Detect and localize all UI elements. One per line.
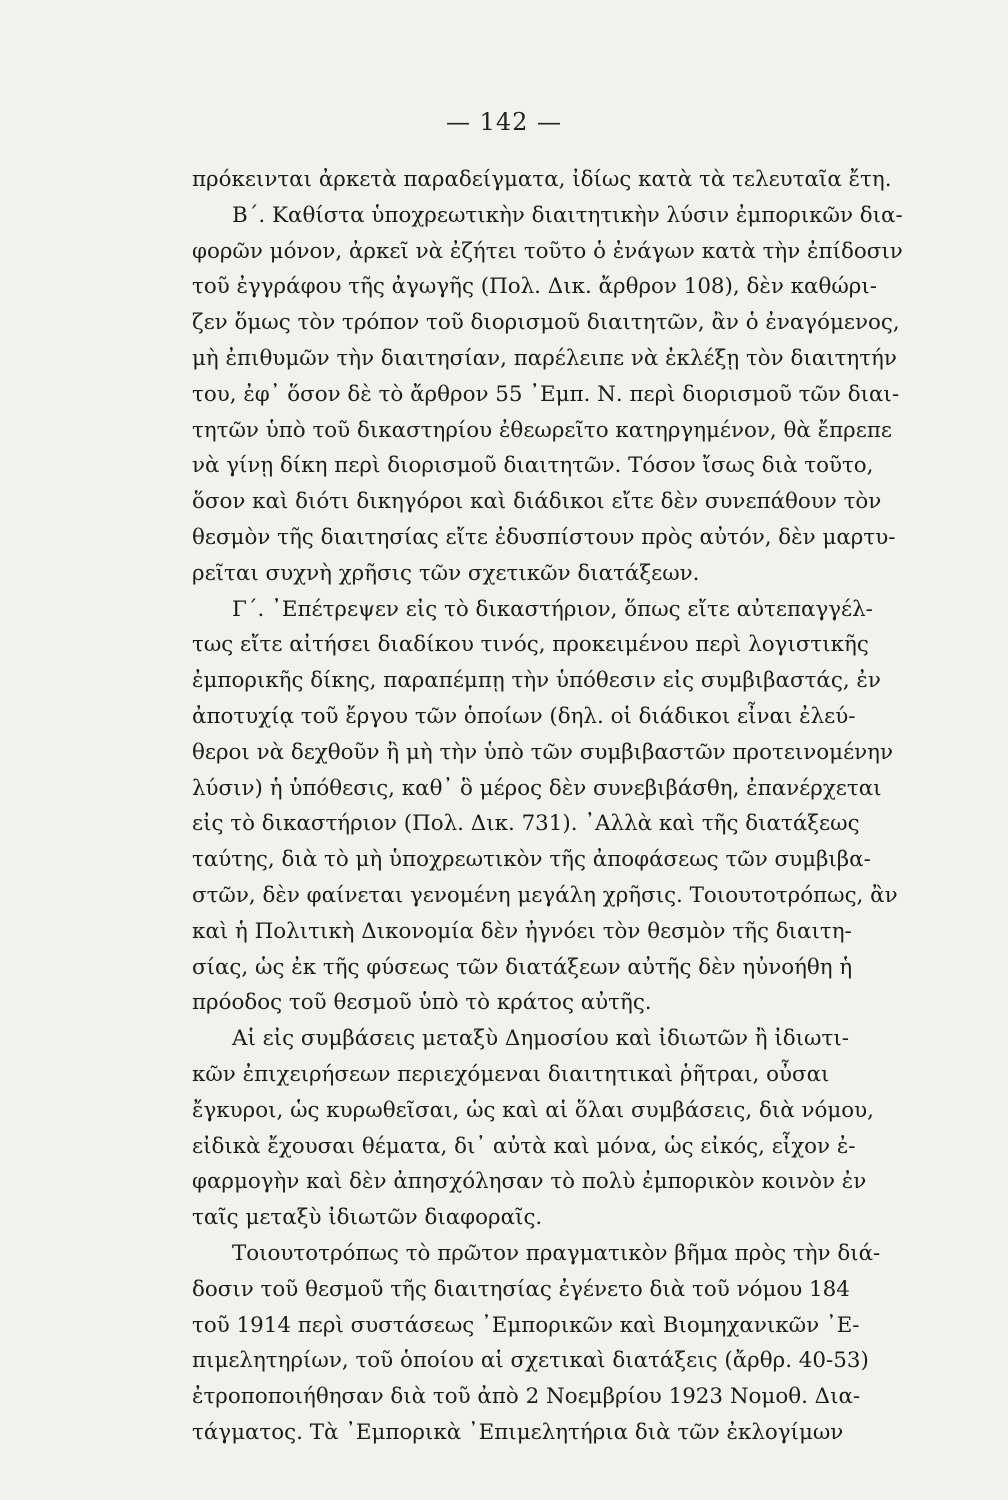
text-line: τοῦ ἐγγράφου τῆς ἀγωγῆς (Πολ. Δικ. ἄρθρον 108), δὲν καθώρι- xyxy=(192,274,877,300)
text-line: πρόκεινται ἀρκετὰ παραδείγματα, ἰδίως κατὰ τὰ τελευταῖα ἔτη. xyxy=(192,167,892,192)
text-line: Γ΄. ᾿Επέτρεψεν εἰς τὸ δικαστήριον, ὅπως εἴτε αὐτεπαγγέλ- xyxy=(232,596,873,622)
body-text xyxy=(192,162,982,1451)
text-line: πιμελητηρίων, τοῦ ὁποίου αἱ σχετικαὶ διατάξεις (ἄρθρ. 40-53) xyxy=(192,1348,869,1374)
text-line: λύσιν) ἡ ὑπόθεσις, καθ᾽ ὃ μέρος δὲν συνεβιβάσθη, ἐπανέρχεται xyxy=(192,775,882,801)
text-line: θεσμὸν τῆς διαιτησίας εἴτε ἐδυσπίστουν πρὸς αὐτόν, δὲν μαρτυ- xyxy=(192,524,896,550)
text-line: ζεν ὅμως τὸν τρόπον τοῦ διορισμοῦ διαιτητῶν, ἂν ὁ ἐναγόμενος, xyxy=(192,310,900,336)
text-line: ἐμπορικῆς δίκης, παραπέμπῃ τὴν ὑπόθεσιν εἰς συμβιβαστάς, ἐν xyxy=(192,668,881,694)
text-line: τητῶν ὑπὸ τοῦ δικαστηρίου ἐθεωρεῖτο κατηργημένον, θὰ ἔπρεπε xyxy=(192,417,892,443)
text-line: ρεῖται συχνὴ χρῆσις τῶν σχετικῶν διατάξεων. xyxy=(192,560,700,586)
text-line: τάγματος. Τὰ ᾿Εμπορικὰ ᾿Επιμελητήρια διὰ τῶν ἐκλογίμων xyxy=(192,1419,844,1445)
text-line: καὶ ἡ Πολιτικὴ Δικονομία δὲν ἠγνόει τὸν θεσμὸν τῆς διαιτη- xyxy=(192,918,852,944)
text-line: φορῶν μόνον, ἀρκεῖ νὰ ἐζήτει τοῦτο ὁ ἐνάγων κατὰ τὴν ἐπίδοσιν xyxy=(192,238,903,264)
text-line: εἰδικὰ ἔχουσαι θέματα, δι᾽ αὐτὰ καὶ μόνα, ὡς εἰκός, εἶχον ἐ- xyxy=(192,1133,856,1159)
text-line: στῶν, δὲν φαίνεται γενομένη μεγάλη χρῆσις. Τοιουτοτρόπως, ἂν xyxy=(192,882,898,908)
text-line: ἐτροποποιήθησαν διὰ τοῦ ἀπὸ 2 Νοεμβρίου 1923 Νομοθ. Δια- xyxy=(192,1384,861,1410)
text-line: θεροι νὰ δεχθοῦν ἢ μὴ τὴν ὑπὸ τῶν συμβιβαστῶν προτεινομένην xyxy=(192,739,893,765)
text-line: κῶν ἐπιχειρήσεων περιεχόμεναι διαιτητικαὶ ῥῆτραι, οὖσαι xyxy=(192,1061,830,1087)
text-line: ἔγκυροι, ὡς κυρωθεῖσαι, ὡς καὶ αἱ ὅλαι συμβάσεις, διὰ νόμου, xyxy=(192,1097,874,1123)
text-line: νὰ γίνῃ δίκη περὶ διορισμοῦ διαιτητῶν. Τόσον ἴσως διὰ τοῦτο, xyxy=(192,453,874,479)
text-line: εἰς τὸ δικαστήριον (Πολ. Δικ. 731). ᾿Αλλὰ καὶ τῆς διατάξεως xyxy=(192,811,860,837)
text-line: δοσιν τοῦ θεσμοῦ τῆς διαιτησίας ἐγένετο διὰ τοῦ νόμου 184 xyxy=(192,1276,850,1302)
text-line: Β΄. Καθίστα ὑποχρεωτικὴν διαιτητικὴν λύσιν ἐμπορικῶν δια- xyxy=(232,202,903,228)
text-line: τως εἴτε αἰτήσει διαδίκου τινός, προκειμένου περὶ λογιστικῆς xyxy=(192,632,869,658)
text-line: ὅσον καὶ διότι δικηγόροι καὶ διάδικοι εἴτε δὲν συνεπάθουν τὸν xyxy=(192,489,882,515)
text-line: τοῦ 1914 περὶ συστάσεως ᾿Εμπορικῶν καὶ Βιομηχανικῶν ᾿Ε- xyxy=(192,1312,860,1338)
text-line: ταύτης, διὰ τὸ μὴ ὑποχρεωτικὸν τῆς ἀποφάσεως τῶν συμβιβα- xyxy=(192,847,871,873)
text-line: ἀποτυχίᾳ τοῦ ἔργου τῶν ὁποίων (δηλ. οἱ διάδικοι εἶναι ἐλεύ- xyxy=(192,703,856,729)
page-number: — 142 — xyxy=(445,108,563,136)
text-line: φαρμογὴν καὶ δὲν ἀπησχόλησαν τὸ πολὺ ἐμπορικὸν κοινὸν ἐν xyxy=(192,1169,867,1195)
text-line: πρόοδος τοῦ θεσμοῦ ὑπὸ τὸ κράτος αὐτῆς. xyxy=(192,990,652,1016)
text-line: Τοιουτοτρόπως τὸ πρῶτον πραγματικὸν βῆμα πρὸς τὴν διά- xyxy=(232,1240,881,1266)
text-line: μὴ ἐπιθυμῶν τὴν διαιτησίαν, παρέλειπε νὰ ἐκλέξῃ τὸν διαιτητήν xyxy=(192,345,897,371)
text-line: του, ἐφ᾽ ὅσον δὲ τὸ ἄρθρον 55 ᾿Εμπ. Ν. περὶ διορισμοῦ τῶν διαι- xyxy=(192,381,900,407)
text-line: σίας, ὡς ἐκ τῆς φύσεως τῶν διατάξεων αὐτῆς δὲν ηὐνοήθη ἡ xyxy=(192,954,853,980)
text-line: ταῖς μεταξὺ ἰδιωτῶν διαφοραῖς. xyxy=(192,1205,543,1231)
text-line: Αἱ εἰς συμβάσεις μεταξὺ Δημοσίου καὶ ἰδιωτῶν ἢ ἰδιωτι- xyxy=(232,1026,849,1052)
